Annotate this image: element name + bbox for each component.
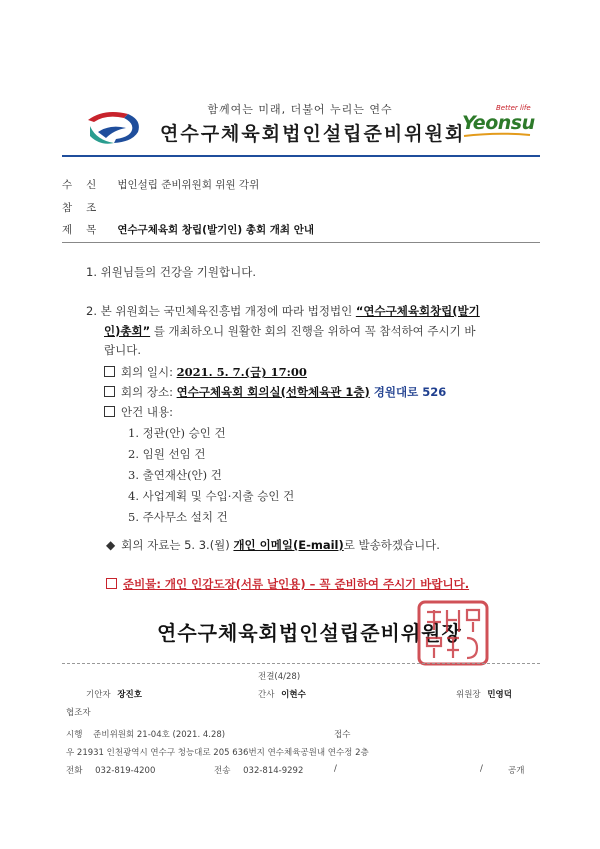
separator-slash: / [334, 764, 337, 774]
recipient-row [62, 177, 259, 192]
checkbox-icon [104, 386, 115, 397]
slogan: 함께여는 미래, 더불어 누리는 연수 [207, 103, 393, 116]
subject-row [62, 222, 314, 237]
reference-row [62, 200, 117, 215]
fax-row [214, 764, 303, 776]
enforce-value: 준비위원회 21-04호 (2021. 4.28) [93, 730, 226, 740]
phone-number: 032-819-4200 [95, 766, 156, 776]
materials-email: 개인 이메일(E-mail) [233, 538, 344, 552]
recipient-value: 법인설립 준비위원회 위원 각위 [117, 179, 260, 191]
chair-label: 위원장 [456, 690, 481, 700]
agenda-item: 4. 사업계획 및 수입·지출 승인 건 [128, 489, 295, 503]
subject-label: 제목 [62, 224, 111, 236]
drafter-label: 기안자 [86, 690, 111, 700]
org-name: 연수구체육회법인설립준비위원회 [160, 123, 466, 145]
recipient-label: 수신 [62, 179, 111, 191]
fax-label: 전송 [214, 766, 231, 776]
fax-number: 032-814-9292 [243, 766, 304, 776]
meeting-date-row [104, 364, 307, 380]
meeting-date-label: 회의 일시: [121, 365, 177, 379]
preparation-text: 준비물: 개인 인감도장(서류 날인용) – 꼭 준비하여 주시기 바랍니다. [123, 577, 470, 591]
meeting-place-label: 회의 장소: [121, 385, 177, 399]
phone-label: 전화 [66, 766, 83, 776]
brand-tag: Better life [496, 104, 531, 112]
checkbox-icon [104, 366, 115, 377]
p2-text-d: 를 개최하오니 원활한 회의 진행을 위하여 꼭 참석하여 주시기 바 [150, 324, 476, 338]
address: 우 21931 인천광역시 연수구 청능대로 205 636번지 연수체육공원내 연수정 2층 [66, 748, 369, 758]
brand-name: Yeonsu [462, 112, 535, 134]
agenda-item: 3. 출연재산(안) 건 [128, 468, 222, 482]
header-divider [62, 155, 540, 157]
materials-note [106, 537, 440, 553]
red-checkbox-icon [106, 578, 117, 589]
paragraph-2-line-2 [104, 323, 476, 339]
chair-name: 민영덕 [487, 690, 512, 700]
p2-text-a: 2. 본 위원회는 국민체육진흥법 개정에 따라 법정법인 [86, 304, 356, 318]
drafter-row [86, 688, 142, 700]
agenda-item: 2. 임원 선임 건 [128, 447, 206, 461]
paragraph-1: 1. 위원님들의 건강을 기원합니다. [86, 265, 257, 279]
agenda-row [104, 404, 173, 420]
agenda-label: 안건 내용: [121, 405, 173, 419]
materials-text-a: 회의 자료는 5. 3.(월) [121, 538, 234, 552]
agenda-item: 5. 주사무소 설치 건 [128, 510, 228, 524]
meeting-place-value: 연수구체육회 회의실(선학체육관 1층) [176, 385, 370, 399]
subject-divider [62, 242, 540, 243]
footer-divider [62, 663, 540, 664]
yeonsu-brand-logo [462, 104, 535, 138]
yeonsu-emblem-icon [84, 106, 146, 146]
paragraph-2-line-1 [86, 303, 480, 319]
official-seal-icon [415, 598, 491, 668]
checkbox-icon [104, 406, 115, 417]
preparation-note [106, 576, 469, 592]
phone-row [66, 764, 155, 776]
secretary-row [258, 688, 306, 700]
materials-text-c: 로 발송하겠습니다. [343, 538, 440, 552]
meeting-place-row [104, 384, 446, 400]
signer-title: 연수구체육회법인설립준비위원장 [157, 621, 462, 645]
delivery-note: 전결(4/28) [258, 672, 301, 682]
p2-event-name-cont: 인)총회” [104, 324, 151, 338]
enforce-label: 시행 [66, 730, 83, 740]
reference-label: 참조 [62, 202, 111, 214]
meeting-place-address: 경원대로 526 [369, 385, 447, 399]
p2-text-e: 랍니다. [104, 343, 141, 357]
meeting-date-value: 2021. 5. 7.(금) 17:00 [176, 365, 307, 379]
diamond-bullet-icon: ◆ [106, 538, 116, 552]
subject-value: 연수구체육회 창립(발기인) 총회 개최 안내 [117, 224, 314, 236]
disclosure-status: 공개 [508, 766, 525, 776]
chair-row [456, 688, 512, 700]
agenda-item: 1. 정관(안) 승인 건 [128, 426, 226, 440]
secretary-name: 이현수 [281, 690, 306, 700]
enforce-row [66, 728, 225, 740]
p2-event-name: “연수구체육회창립(발기 [355, 304, 480, 318]
cooperator-label: 협조자 [66, 708, 91, 718]
separator-slash: / [480, 764, 483, 774]
secretary-label: 간사 [258, 690, 275, 700]
brand-swoosh-icon [462, 132, 532, 138]
drafter-name: 장진호 [117, 690, 142, 700]
receipt-label: 접수 [334, 730, 351, 740]
